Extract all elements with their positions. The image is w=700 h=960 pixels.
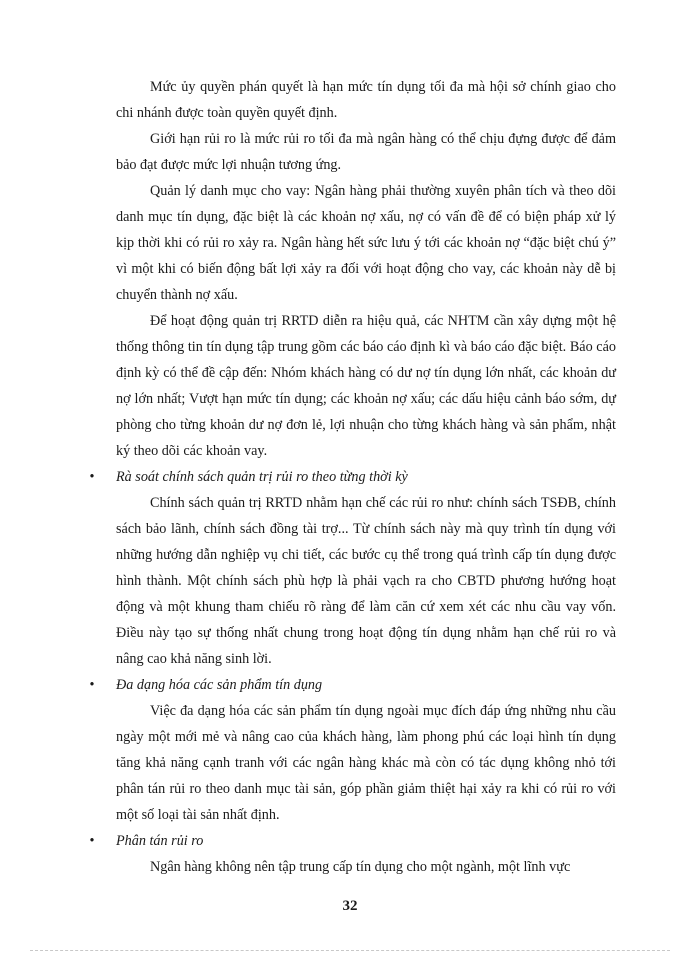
bullet-heading-text: Đa dạng hóa các sản phẩm tín dụng — [116, 677, 323, 693]
page-bottom-divider — [30, 950, 670, 951]
bullet-heading — [89, 828, 616, 854]
page-body — [89, 74, 616, 880]
paragraph: Việc đa dạng hóa các sản phẩm tín dụng ngoài mục đích đáp ứng những nhu cầu ngày một mới mẻ và nâng cao của khách hàng, làm phong phú các loại hình tín dụng tăng khả năng cạnh tranh với các ngân hàng khác mà còn có tác dụng không nhỏ tới phân tán rủi ro theo danh mục tài sản, góp phần giảm thiệt hại xảy ra khi có rủi ro với một số loại tài sản nhất định. — [116, 703, 616, 823]
bullet-heading — [89, 464, 616, 490]
bullet-icon: • — [89, 833, 95, 849]
bullet-heading — [89, 672, 616, 698]
bullet-heading-text: Phân tán rủi ro — [116, 833, 204, 849]
paragraph: Mức ủy quyền phán quyết là hạn mức tín dụng tối đa mà hội sở chính giao cho chi nhánh được toàn quyền quyết định. — [116, 79, 616, 121]
paragraph: Chính sách quản trị RRTD nhằm hạn chế các rủi ro như: chính sách TSĐB, chính sách bảo lãnh, chính sách đồng tài trợ... Từ chính sách này mà quy trình tín dụng với những hướng dẫn nghiệp vụ chi tiết, các bước cụ thể trong quá trình cấp tín dụng được hình thành. Một chính sách phù hợp là phải vạch ra cho CBTD phương hướng hoạt động và một khung tham chiếu rõ ràng để làm căn cứ xem xét các nhu cầu vay vốn. Điều này tạo sự thống nhất chung trong hoạt động tín dụng nhằm hạn chế rủi ro và nâng cao khả năng sinh lời. — [116, 495, 616, 667]
paragraph: Ngân hàng không nên tập trung cấp tín dụng cho một ngành, một lĩnh vực — [150, 859, 571, 875]
bullet-icon: • — [89, 677, 95, 693]
page-number: 32 — [342, 898, 358, 914]
paragraph: Giới hạn rủi ro là mức rủi ro tối đa mà ngân hàng có thể chịu đựng được để đảm bảo đạt được mức lợi nhuận tương ứng. — [116, 131, 616, 173]
paragraph: Để hoạt động quản trị RRTD diễn ra hiệu quả, các NHTM cần xây dựng một hệ thống thông tin tín dụng tập trung gồm các báo cáo định kì và báo cáo đặc biệt. Báo cáo định kỳ có thể đề cập đến: Nhóm khách hàng có dư nợ tín dụng lớn nhất, các khoản dư nợ lớn nhất; Vượt hạn mức tín dụng; các khoản nợ xấu; các dấu hiệu cảnh báo sớm, dự phòng cho từng khoản dư nợ đơn lẻ, lợi nhuận cho từng khách hàng và sản phẩm, nhật ký theo dõi các khoản vay. — [116, 313, 616, 459]
paragraph: Quản lý danh mục cho vay: Ngân hàng phải thường xuyên phân tích và theo dõi danh mục tín dụng, đặc biệt là các khoản nợ xấu, nợ có vấn đề để có biện pháp xử lý kịp thời khi có rủi ro xảy ra. Ngân hàng hết sức lưu ý tới các khoản nợ “đặc biệt chú ý” vì một khi có biến động bất lợi xảy ra đối với hoạt động cho vay, các khoản này dễ bị chuyển thành nợ xấu. — [116, 183, 616, 303]
bullet-heading-text: Rà soát chính sách quản trị rủi ro theo từng thời kỳ — [116, 469, 408, 485]
bullet-icon: • — [89, 469, 95, 485]
